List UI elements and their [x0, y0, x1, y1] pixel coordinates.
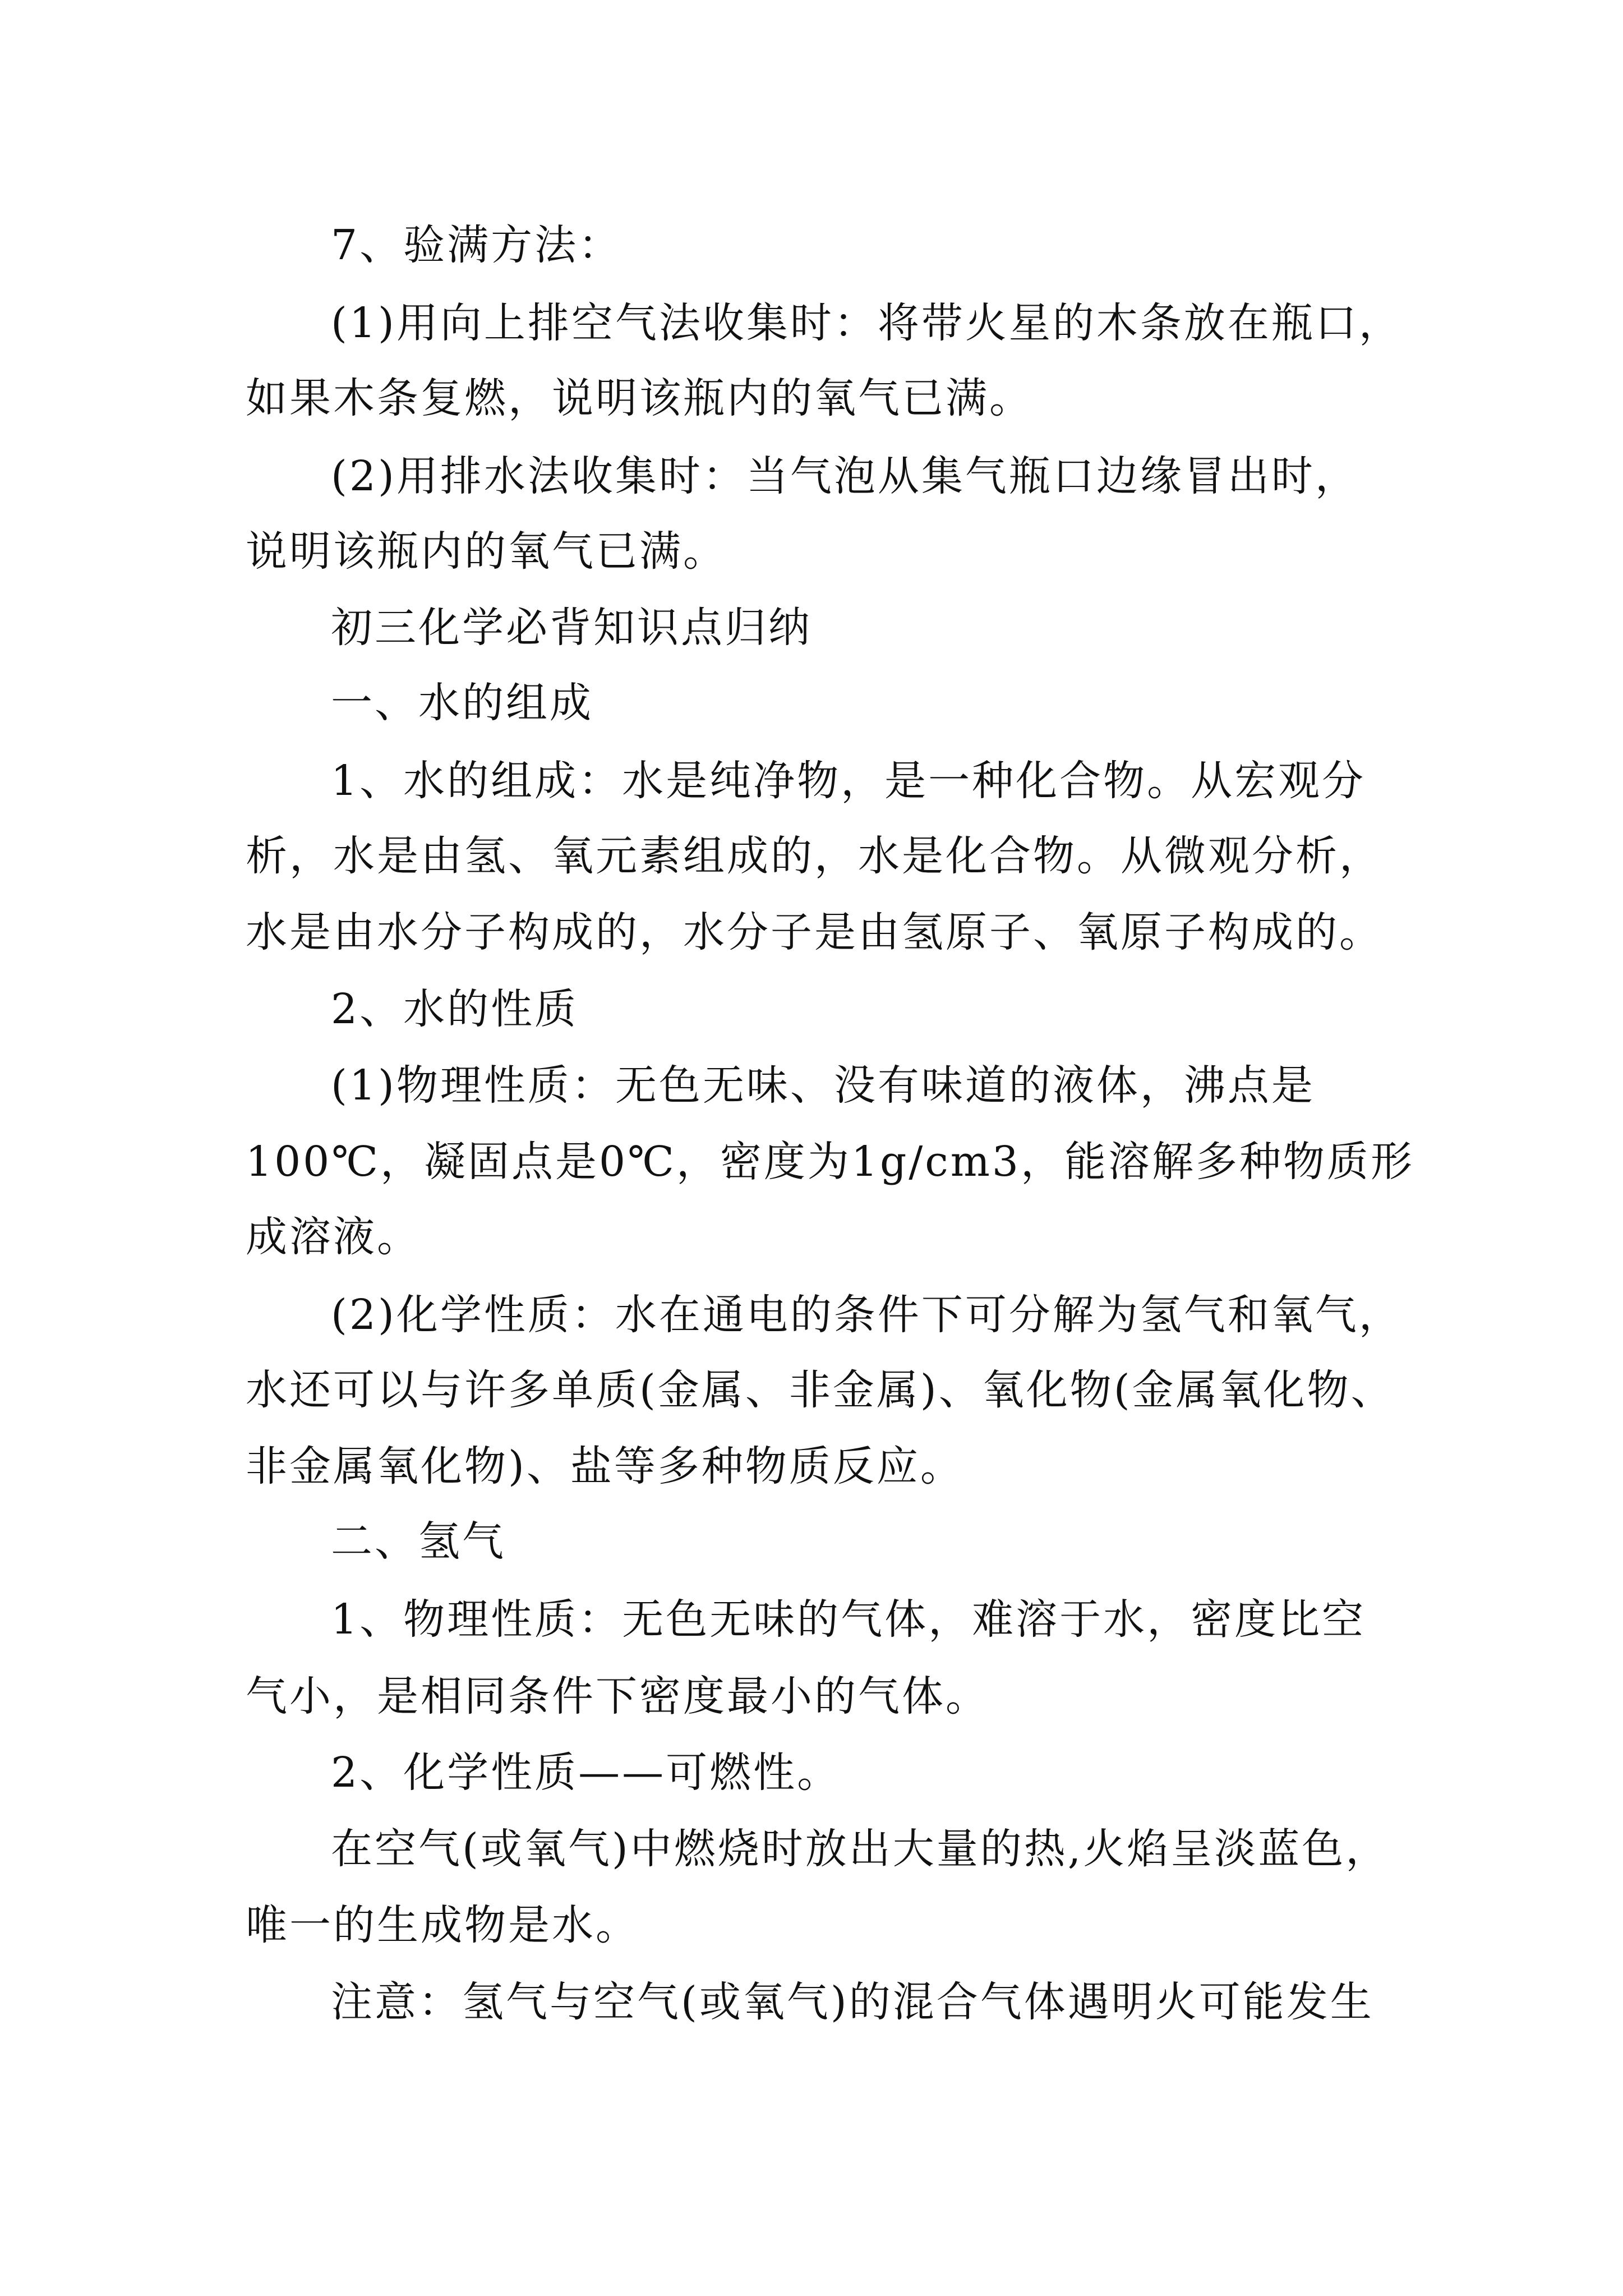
text-line: 初三化学必背知识点归纳: [331, 604, 812, 652]
text-line: 水是由水分子构成的，水分子是由氢原子、氧原子构成的。: [246, 908, 1383, 956]
text-line: 非金属氧化物)、盐等多种物质反应。: [246, 1442, 964, 1490]
text-line: (2)化学性质：水在通电的条件下可分解为氢气和氧气，: [331, 1291, 1403, 1339]
text-line: 7、验满方法：: [331, 221, 623, 269]
text-line: 唯一的生成物是水。: [246, 1901, 639, 1949]
text-line: 1、物理性质：无色无味的气体，难溶于水，密度比空: [331, 1595, 1366, 1644]
text-line: 100℃，凝固点是0℃，密度为1g/cm3，能溶解多种物质形: [246, 1138, 1414, 1186]
text-line: 在空气(或氧气)中燃烧时放出大量的热,火焰呈淡蓝色，: [331, 1825, 1390, 1873]
text-line: 气小，是相同条件下密度最小的气体。: [246, 1672, 989, 1720]
text-line: 一、水的组成: [331, 679, 593, 727]
text-line: 如果木条复燃，说明该瓶内的氧气已满。: [246, 374, 1033, 422]
text-line: (1)用向上排空气法收集时：将带火星的木条放在瓶口，: [331, 299, 1403, 347]
text-line: 注意：氢气与空气(或氧气)的混合气体遇明火可能发生: [331, 1978, 1374, 2026]
text-line: (2)用排水法收集时：当气泡从集气瓶口边缘冒出时，: [331, 452, 1359, 500]
text-line: 析，水是由氢、氧元素组成的，水是化合物。从微观分析，: [246, 832, 1383, 880]
text-line: 2、水的性质: [331, 985, 579, 1033]
text-line: 1、水的组成：水是纯净物，是一种化合物。从宏观分: [331, 757, 1366, 805]
text-line: 水还可以与许多单质(金属、非金属)、氧化物(金属氧化物、: [246, 1366, 1395, 1414]
text-line: 成溶液。: [246, 1213, 421, 1261]
text-line: 二、氢气: [331, 1517, 506, 1566]
text-line: 说明该瓶内的氧气已满。: [246, 527, 727, 576]
text-line: 2、化学性质——可燃性。: [331, 1749, 841, 1797]
text-line: (1)物理性质：无色无味、没有味道的液体，沸点是: [331, 1061, 1315, 1110]
